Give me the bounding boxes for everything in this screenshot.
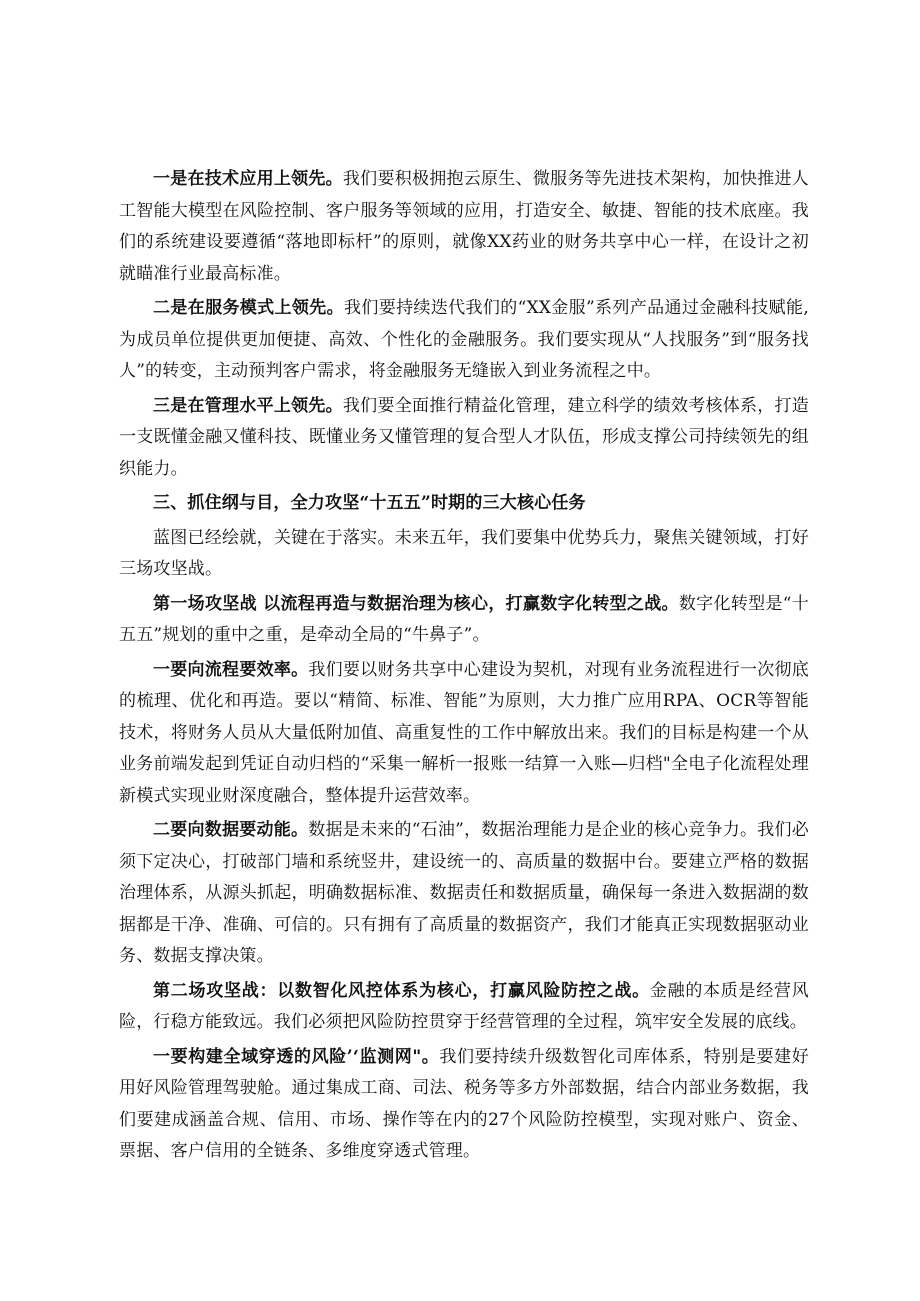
document-page	[119, 164, 809, 1171]
paragraph-text: 金融的本质是经营风险，行稳方能致远。我们必须把风险防控贯穿于经营管理的全过程，筑牢安全发展的底线。	[119, 980, 809, 1032]
paragraph-heading: 二是在服务模式上领先。	[153, 298, 344, 318]
paragraph-tech-lead	[119, 164, 809, 290]
paragraph-heading: 第一场攻坚战 以流程再造与数据治理为核心，打赢数字化转型之战。	[153, 593, 679, 614]
paragraph-risk-network	[119, 1042, 809, 1168]
paragraph-text: 我们要以财务共享中心建设为契机，对现有业务流程进行一次彻底的梳理、优化和再造。要以“精简、标准、智能”为原则，大力推广应用RPA、OCR等智能技术，将财务人员从大量低附加值、高重复性的工作中解放出来。我们的目标是构建一个从业务前端发起到凭证自动归档的“采集一解析一报账一结算一入账—归档"全电子化流程处理新模式实现业财深度融合，整体提升运营效率。	[119, 659, 809, 806]
paragraph-text: 我们要持续迭代我们的“XX金服”系列产品通过金融科技赋能,为成员单位提供更加便捷、高效、个性化的金融服务。我们要实现从“人找服务”到“服务找人”的转变，主动预判客户需求，将金融服务无缝嵌入到业务流程之中。	[119, 298, 809, 381]
paragraph-blueprint	[119, 523, 809, 586]
paragraph-text: 我们要持续升级数智化司库体系，特别是要建好用好风险管理驾驶舱。通过集成工商、司法、税务等多方外部数据，结合内部业务数据，我们要建成涵盖合规、信用、市场、操作等在内的27个风险防控模型，实现对账户、资金、票据、客户信用的全链条、多维度穿透式管理。	[119, 1046, 809, 1161]
paragraph-service-lead	[119, 293, 809, 388]
paragraph-text: 我们要积极拥抱云原生、微服务等先进技术架构，加快推进人工智能大模型在风险控制、客户服务等领域的应用，打造安全、敏捷、智能的技术底座。我们的系统建设要遵循“落地即标杆”的原则，就像XX药业的财务共享中心一样，在设计之初就瞄准行业最高标准。	[119, 169, 810, 284]
section-heading	[119, 488, 809, 520]
paragraph-text: 数据是未来的“石油”，数据治理能力是企业的核心竞争力。我们必须下定决心，打破部门墙和系统竖井，建设统一的、高质量的数据中台。要建立严格的数据治理体系，从源头抓起，明确数据标准、数据责任和数据质量，确保每一条进入数据湖的数据都是干净、准确、可信的。只有拥有了高质量的数据资产，我们才能真正实现数据驱动业务、数据支撑决策。	[119, 820, 809, 966]
paragraph-data-momentum	[119, 815, 809, 973]
paragraph-heading: 一要向流程要效率。	[153, 659, 309, 680]
paragraph-process-efficiency	[119, 655, 809, 813]
paragraph-heading: 三是在管理水平上领先。	[153, 395, 343, 416]
paragraph-text: 蓝图已经绘就，关键在于落实。未来五年，我们要集中优势兵力，聚焦关键领域，打好三场攻坚战。	[119, 527, 809, 579]
paragraph-text: 我们要全面推行精益化管理，建立科学的绩效考核体系，打造一支既懂金融又懂科技、既懂业务又懂管理的复合型人才队伍，形成支撑公司持续领先的组织能力。	[119, 395, 810, 479]
paragraph-battle-two	[119, 976, 809, 1039]
paragraph-management-lead	[119, 391, 809, 486]
paragraph-heading: 一要构建全域穿透的风险’‘监测网"。	[153, 1046, 440, 1067]
paragraph-battle-one	[119, 589, 809, 652]
paragraph-text: 数字化转型是“十五五”规划的重中之重，是牵动全局的“牛鼻子”。	[119, 593, 809, 645]
paragraph-heading: 第二场攻坚战：以数智化风控体系为核心，打赢风险防控之战。	[153, 980, 650, 1001]
section-heading-text: 三、抓住纲与目，全力攻坚“十五五”时期的三大核心任务	[153, 493, 586, 513]
paragraph-heading: 一是在技术应用上领先。	[153, 169, 343, 189]
paragraph-heading: 二要向数据要动能。	[153, 820, 309, 840]
